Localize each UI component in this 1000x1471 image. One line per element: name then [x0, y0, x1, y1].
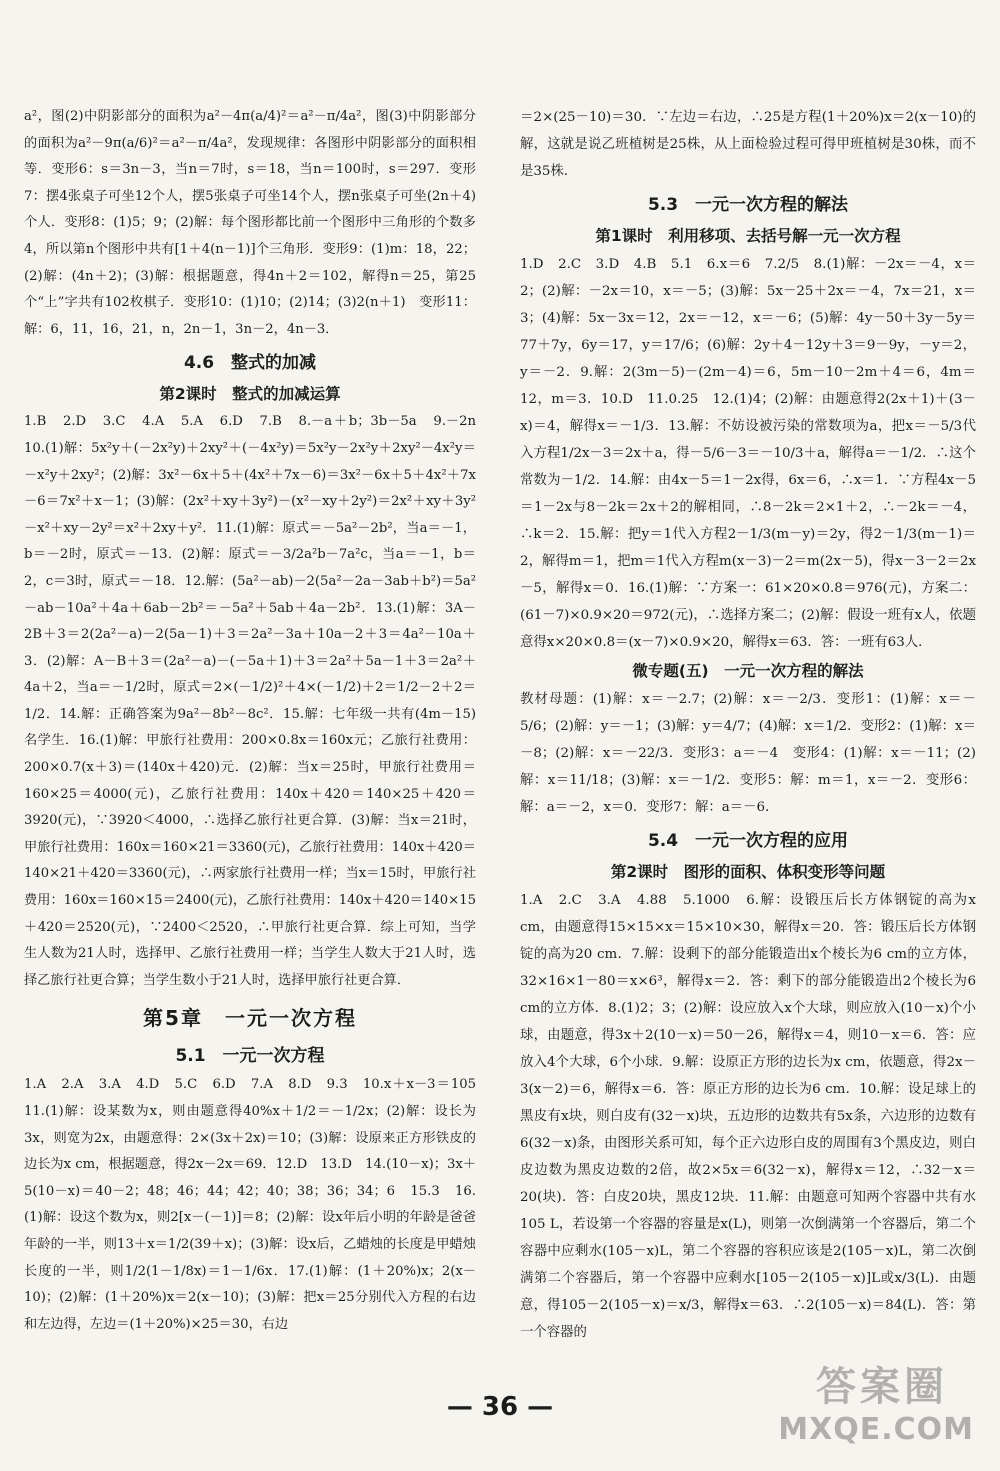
answer-paragraph: 1.A 2.C 3.A 4.88 5.1000 6.解：设锻压后长方体钢锭的高为x cm，由题意得15×15×x＝15×10×30，解得x＝20．答：锻压后长方体钢锭的高为20 cm．7.解：设剩下的部分能锻造出x个棱长为6 cm的立方体，32×16×1－80＝x×6³，解得x＝2．答：剩下的部分能锻造出2个棱长为6 cm的立方体．8.(1)2；3；(2)解：设应放入x个大球，则应放入(10－x)个小球，由题意，得3x＋2(10－x)＝50－26，解得x＝4，则10－x＝6．答：应放入4个大球，6个小球．9.解：设原正方形的边长为x cm，依题意，得2x－3(x－2)＝6，解得x＝6．答：原正方形的边长为6 cm．10.解：设足球上的黑皮有x块，则白皮有(32－x)块，五边形的边数共有5x条，六边形的边数有6(32－x)条，由图形关系可知，每个正六边形白皮的周围有3个黑皮边，则白皮边数为黑皮边数的2倍，故2×5x＝6(32－x)，解得x＝12，∴32－x＝20(块)．答：白皮20块，黑皮12块．11.解：由题意可知两个容器中共有水105 L，若设第一个容器的容量是x(L)，则第一次倒满第一个容器后，第二个容器中应剩水(105－x)L，第二个容器的容积应该是2(105－x)L，第二次倒满第二个容器后，第一个容器中应剩水[105－2(105－x)]L或x/3(L)．由题意，得105－2(105－x)＝x/3，解得x＝63．∴2(105－x)＝84(L)．答：第一个容器的 [520, 893, 976, 1340]
section-heading: 4.6 整式的加减 [183, 353, 317, 374]
section-heading: 5.1 一元一次方程 [175, 1046, 325, 1067]
answer-paragraph: 1.D 2.C 3.D 4.B 5.1 6.x＝6 7.2/5 8.(1)解：－2x＝－4，x＝2；(2)解：－2x＝10，x＝－5；(3)解：5x－25＋2x＝－4，7x＝21，x＝3；(4)解：5x－3x＝12，2x＝－12，x＝－6；(5)解：4y－50＋3y－5y＝77＋7y，6y＝17，y＝17/6；(6)解：2y＋4－12y＋3＝9－9y，－y＝2，y＝－2．9.解：2(3m－5)－(2m－4)＝6，5m－10－2m＋4＝6，4m＝12，m＝3．10.D 11.0.25 12.(1)4；(2)解：由题意得2(2x＋1)＋(3－x)＝4，解得x＝－1/3．13.解：不妨设被污染的常数项为a，把x＝－5/3代入方程1/2x－3＝2x＋a，得－5/6－3＝－10/3＋a，解得a＝－1/2．∴这个常数为－1/2．14.解：由4x－5＝1－2x得，6x＝6，∴x＝1．∵方程4x－5＝1－2x与8－2k＝2x＋2的解相同，∴8－2k＝2×1＋2，∴－2k＝－4，∴k＝2．15.解：把y＝1代入方程2－1/3(m－y)＝2y，得2－1/3(m－1)＝2，解得m＝1，把m＝1代入方程m(x－3)－2＝m(2x－5)，得x－3－2＝2x－5，解得x＝0．16.(1)解：∵方案一：61×20×0.8＝976(元)，方案二：(61－7)×0.9×20＝972(元)，∴选择方案二；(2)解：假设一班有x人，依题意得x×20×0.8＝(x－7)×0.9×20，解得x＝63．答：一班有63人． [520, 257, 976, 650]
section-heading: 5.3 一元一次方程的解法 [647, 195, 849, 215]
lesson-heading: 第2课时 整式的加减运算 [159, 385, 341, 404]
special-topic-heading: 微专题(五) 一元一次方程的解法 [632, 662, 864, 680]
answer-paragraph: ＝2×(25－10)＝30．∵左边＝右边，∴25是方程(1＋20%)x＝2(x－10)的解，这就是说乙班植树是25株，从上面检验过程可得甲班植树是30株，而不是35株． [520, 110, 976, 179]
answer-paragraph: 1.A 2.A 3.A 4.D 5.C 6.D 7.A 8.D 9.3 10.x＋x－3＝105 11.(1)解：设某数为x，则由题意得40%x＋1/2＝－1/2x；(2)解：设长为3x，则宽为2x，由题意得：2×(3x＋2x)＝10；(3)解：设原来正方形铁皮的边长为x cm，根据题意，得2x－2x＝69．12.D 13.D 14.(10－x)；3x＋5(10－x)＝40－2；48；46；44；42；40；38；36；34；6 15.3 16.(1)解：设这个数为x，则2[x－(－1)]＝8；(2)解：设x年后小明的年龄是爸爸年龄的一半，则13＋x＝1/2(39＋x)；(3)解：设x后，乙蜡烛的长度是甲蜡烛长度的一半，则1/2(1－1/8x)＝1－1/6x．17.(1)解：(1＋20%)x；2(x－10)；(2)解：(1＋20%)x＝2(x－10)；(3)解：把x＝25分别代入方程的右边和左边得，左边＝(1＋20%)×25＝30，右边 [24, 1077, 490, 1332]
answer-paragraph: a²，图(2)中阴影部分的面积为a²－4π(a/4)²＝a²－π/4a²，图(3)中阴影部分的面积为a²－9π(a/6)²＝a²－π/4a²，发现规律：各图形中阴影部分的面积相等．变形6：s＝3n－3，当n＝7时，s＝18，当n＝100时，s＝297．变形7：摆4张桌子可坐12个人，摆5张桌子可坐14个人，摆n张桌子可坐(2n＋4)个人．变形8：(1)5；9；(2)解：每个图形都比前一个图形中三角形的个数多4，所以第n个图形中共有[1＋4(n－1)]个三角形．变形9：(1)m：18，22；(2)解：(4n＋2)；(3)解：根据题意，得4n＋2＝102，解得n＝25，第25个“上”字共有102枚棋子．变形10：(1)10；(2)14；(3)2(n＋1) 变形11：解：6，11，16，21，n，2n－1，3n－2，4n－3． [24, 109, 476, 337]
section-heading: 5.4 一元一次方程的应用 [647, 831, 849, 851]
page-number-value: 36 [481, 1392, 519, 1422]
answer-paragraph: 教材母题：(1)解：x＝－2.7；(2)解：x＝－2/3．变形1：(1)解：x＝－5/6；(2)解：y＝－1；(3)解：y＝4/7；(4)解：x＝1/2．变形2：(1)解：x＝－8；(2)解：x＝－22/3．变形3：a＝－4 变形4：(1)解：x＝－11；(2)解：x＝11/18；(3)解：x＝－1/2．变形5：解：m＝1，x＝－2．变形6：解：a＝－2，x＝0．变形7：解：a＝－6． [520, 692, 976, 815]
page-number: — 36 — [446, 1392, 554, 1422]
lesson-heading: 第1课时 利用移项、去括号解一元一次方程 [595, 227, 901, 245]
watermark-text: 答案圈 [816, 1364, 948, 1410]
answer-paragraph: 1.B 2.D 3.C 4.A 5.A 6.D 7.B 8.－a＋b；3b－5a 9.－2n 10.(1)解：5x²y＋(－2x²y)＋2xy²＋(－4x²y)＝5x²y－2x²y＋2xy²－4x²y＝－x²y＋2xy²；(2)解：3x²－6x＋5＋(4x²＋7x－6)＝3x²－6x＋5＋4x²＋7x－6＝7x²＋x－1；(3)解：(2x²＋xy＋3y²)－(x²－xy＋2y²)＝2x²＋xy＋3y²－x²＋xy－2y²＝x²＋2xy＋y²．11.(1)解：原式＝－5a²－2b²，当a＝－1，b＝－2时，原式＝－13．(2)解：原式＝－3/2a²b－7a²c，当a＝－1，b＝2，c＝3时，原式＝－18．12.解：(5a²－ab)－2(5a²－2a－3ab＋b²)＝5a²－ab－10a²＋4a＋6ab－2b²＝－5a²＋5ab＋4a－2b²．13.(1)解：3A－2B＋3＝2(2a²－a)－2(5a－1)＋3＝2a²－3a＋10a－2＋3＝4a²－10a＋3．(2)解：A－B＋3＝(2a²－a)－(－5a＋1)＋3＝2a²＋5a－1＋3＝2a²＋4a＋2，当a＝－1/2时，原式＝2×(－1/2)²＋4×(－1/2)＋2＝1/2－2＋2＝1/2．14.解：正确答案为9a²－8b²－8c²．15.解：七年级一共有(4m－15)名学生．16.(1)解：甲旅行社费用：200×0.8x＝160x元；乙旅行社费用：200×0.7(x＋3)＝(140x＋420)元．(2)解：当x＝25时，甲旅行社费用＝160×25＝4000(元)，乙旅行社费用：140x＋420＝140×25＋420＝3920(元)，∵3920＜4000，∴选择乙旅行社更合算．(3)解：当x＝21时，甲旅行社费用：160x＝160×21＝3360(元)，乙旅行社费用：140x＋420＝140×21＋420＝3360(元)，∴两家旅行社费用一样；当x＝15时，甲旅行社费用：160x＝160×15＝2400(元)，乙旅行社费用：140x＋420＝140×15＋420＝2520(元)，∵2400＜2520，∴甲旅行社更合算．综上可知，当学生人数为21人时，选择甲、乙旅行社费用一样；当学生人数大于21人时，选择乙旅行社更合算；当学生数小于21人时，选择甲旅行社更合算． [24, 414, 490, 988]
chapter-heading: 第5章 一元一次方程 [143, 1006, 357, 1031]
watermark-logo [758, 1351, 978, 1451]
watermark-url: MXQE.COM [778, 1412, 974, 1447]
right-column [520, 104, 976, 1346]
lesson-heading: 第2课时 图形的面积、体积变形等问题 [610, 863, 886, 881]
left-column [24, 104, 490, 1338]
